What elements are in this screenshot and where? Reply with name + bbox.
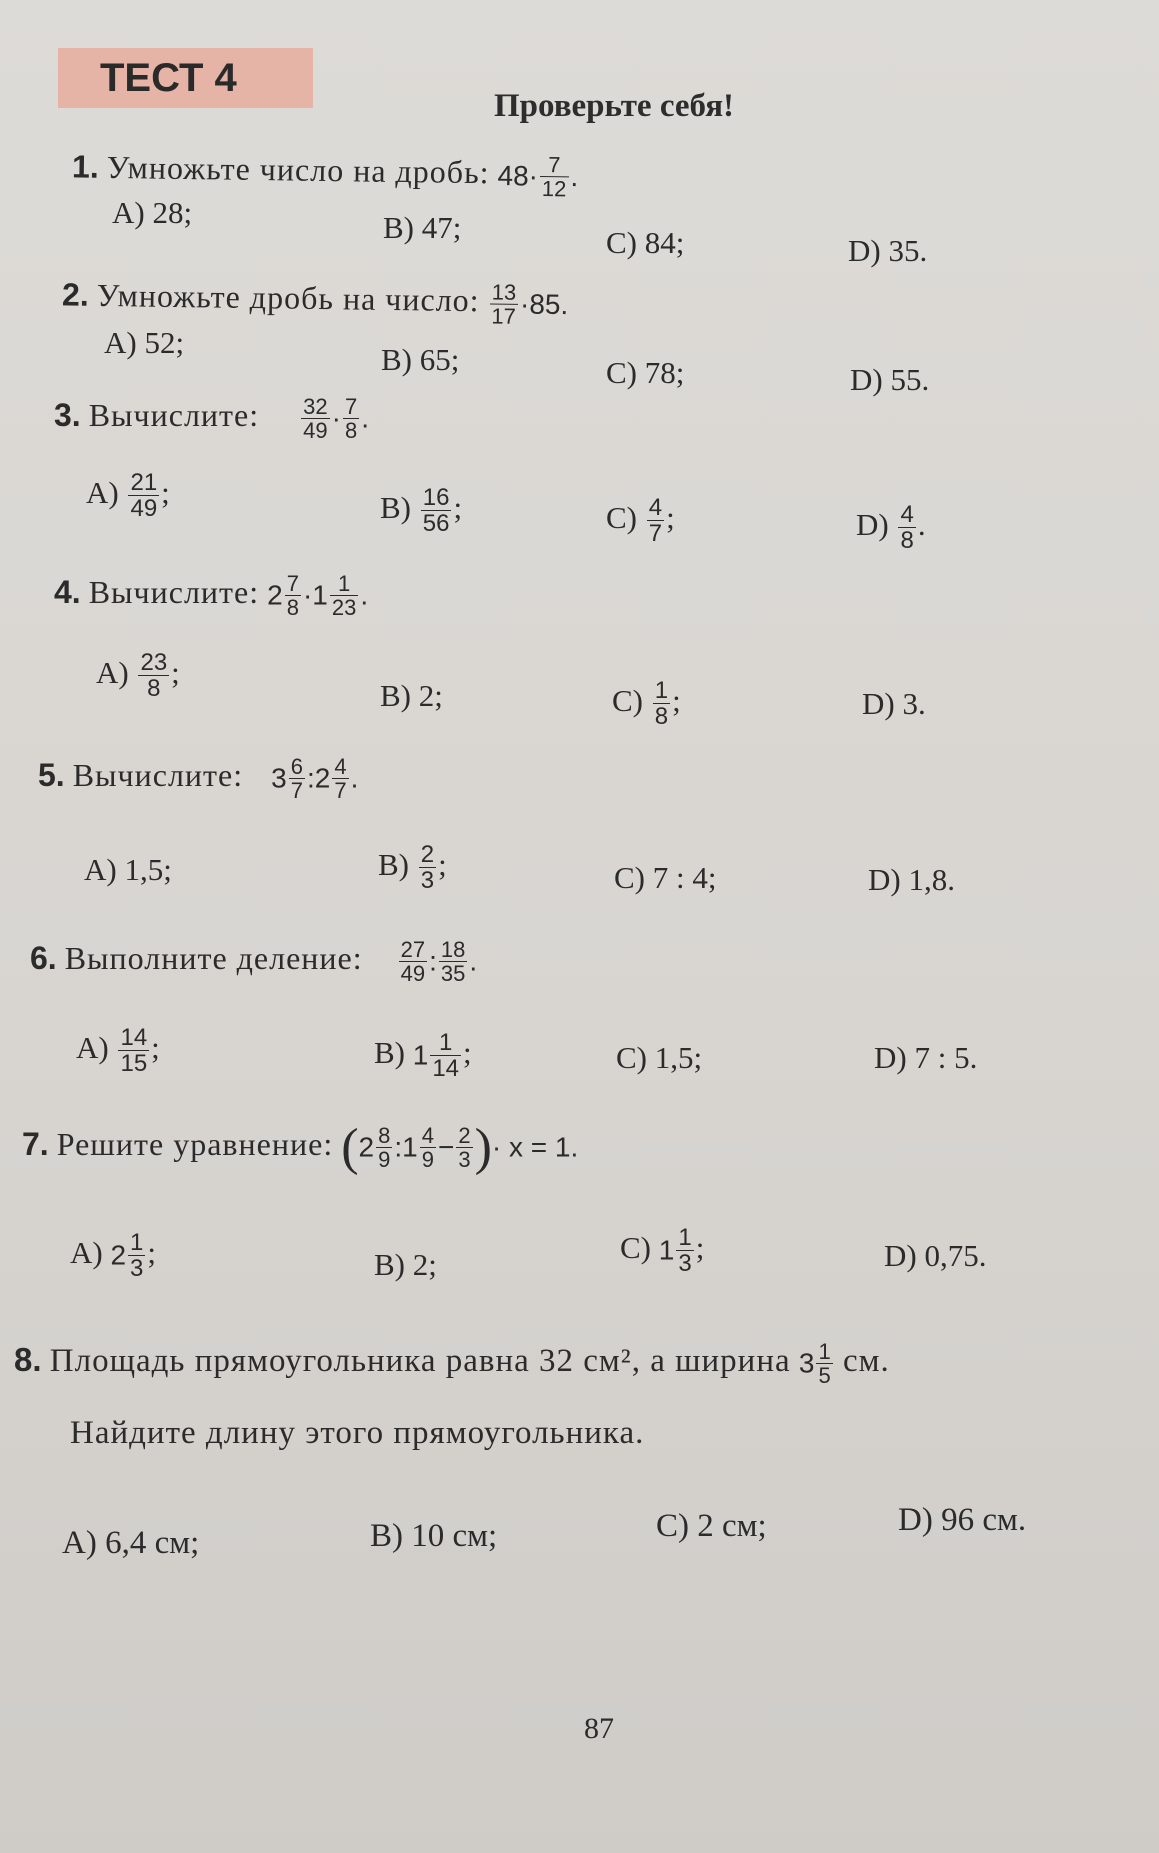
question-text: Вычислите:: [88, 396, 260, 433]
math-operator: ·: [302, 579, 313, 611]
option-1a: A) 28;: [112, 195, 193, 230]
fraction: $\frac{13}{17}$: [491, 279, 517, 329]
math-end: .: [560, 289, 569, 321]
fraction: $\frac{4}{9}$: [421, 1122, 434, 1172]
mixed-whole: 2: [314, 762, 331, 794]
math-operator: :: [429, 945, 437, 977]
option-3c: C) $\frac{4}{7}$ ;: [606, 494, 675, 548]
math-end: .: [570, 161, 579, 193]
fraction: $\frac{1}{5}$: [818, 1339, 831, 1389]
option-4b: B) 2;: [380, 678, 443, 713]
question-2: [62, 274, 569, 328]
option-2a: A) 52;: [104, 325, 185, 360]
fraction: $\frac{32}{49}$: [303, 394, 328, 444]
option-2b: B) 65;: [381, 342, 460, 377]
math-operator: ·: [519, 288, 530, 320]
question-number: 6.: [30, 939, 57, 976]
math-operator: :: [306, 762, 315, 794]
question-3: [54, 395, 369, 442]
question-6: [30, 938, 477, 985]
fraction: $\frac{6}{7}$: [290, 754, 303, 804]
question-number: 2.: [61, 276, 90, 313]
question-5: [38, 755, 358, 802]
right-paren: ): [474, 1119, 492, 1176]
option-1b: B) 47;: [383, 210, 462, 245]
option-7c: C) 1 $\frac{1}{3}$ ;: [620, 1224, 705, 1278]
option-5c: C) 7 : 4;: [614, 860, 717, 895]
math-operator: ·: [331, 402, 341, 434]
option-3b: B) $\frac{16}{56}$ ;: [380, 484, 463, 538]
mixed-whole: 1: [312, 579, 328, 611]
question-number: 1.: [71, 148, 100, 185]
option-1d: D) 35.: [848, 233, 928, 268]
option-3a: A) $\frac{21}{49}$ ;: [86, 469, 170, 523]
mixed-whole: 1: [402, 1131, 418, 1163]
option-1c: C) 84;: [606, 225, 685, 260]
question-number: 4.: [54, 573, 81, 610]
option-5d: D) 1,8.: [868, 862, 955, 897]
math-operator: ·: [528, 160, 539, 192]
option-6d: D) 7 : 5.: [874, 1040, 978, 1075]
page-subtitle: Проверьте себя!: [494, 88, 735, 124]
option-6b: B) 1 $\frac{1}{14}$ ;: [374, 1029, 472, 1083]
math-operator: −: [437, 1131, 455, 1163]
fraction: $\frac{1}{23}$: [331, 571, 357, 621]
fraction: $\frac{7}{8}$: [344, 394, 358, 444]
option-2c: C) 78;: [606, 355, 685, 390]
math-end: .: [361, 402, 369, 434]
mixed-whole: 3: [798, 1347, 815, 1379]
option-4a: A) $\frac{23}{8}$ ;: [96, 649, 180, 703]
mixed-whole: 2: [358, 1131, 375, 1163]
question-8-line2: [70, 1415, 644, 1452]
fraction: $\frac{18}{35}$: [440, 937, 466, 987]
option-8b: B) 10 см;: [370, 1518, 498, 1554]
option-8d: D) 96 см.: [898, 1502, 1027, 1538]
question-number: 7.: [22, 1125, 49, 1162]
question-number: 8.: [14, 1341, 42, 1379]
option-6a: A) $\frac{14}{15}$ ;: [76, 1024, 160, 1078]
math-number: 85: [529, 288, 561, 321]
question-4: [54, 572, 368, 619]
unit: см.: [842, 1343, 890, 1380]
option-7b: B) 2;: [374, 1247, 437, 1282]
question-text: Выполните деление:: [64, 939, 363, 976]
option-6c: C) 1,5;: [616, 1040, 703, 1075]
question-text: Вычислите:: [88, 573, 260, 610]
math-operator: :: [394, 1131, 403, 1163]
option-8c: C) 2 см;: [656, 1508, 767, 1544]
left-paren: (: [341, 1119, 359, 1176]
mixed-whole: 2: [267, 579, 283, 611]
option-4d: D) 3.: [862, 686, 926, 721]
option-7d: D) 0,75.: [884, 1238, 987, 1273]
option-5b: B) $\frac{2}{3}$ ;: [378, 841, 447, 895]
mixed-whole: 3: [271, 762, 287, 794]
question-text: Умножьте число на дробь:: [106, 148, 490, 191]
test-banner: [58, 48, 313, 108]
question-text-line1: Площадь прямоугольника равна 32 см², а ширина: [49, 1343, 791, 1380]
option-2d: D) 55.: [850, 362, 930, 397]
fraction: $\frac{7}{12}$: [540, 153, 569, 201]
math-number: 48: [497, 160, 529, 192]
math-end: .: [469, 945, 478, 977]
math-end: .: [360, 579, 369, 611]
fraction: $\frac{2}{3}$: [458, 1122, 471, 1172]
fraction: $\frac{27}{49}$: [400, 937, 426, 987]
question-text-line2: Найдите длину этого прямоугольника.: [70, 1415, 645, 1451]
question-number: 5.: [38, 756, 65, 793]
option-7a: A) 2 $\frac{1}{3}$ ;: [70, 1229, 157, 1283]
fraction: $\frac{7}{8}$: [286, 571, 299, 621]
question-8: [14, 1340, 890, 1387]
option-5a: A) 1,5;: [84, 852, 172, 887]
option-3d: D) $\frac{4}{8}$ .: [856, 501, 926, 555]
option-8a: A) 6,4 см;: [62, 1525, 200, 1561]
test-label: ТЕСТ 4: [100, 56, 237, 100]
question-number: 3.: [54, 396, 81, 433]
question-text: Вычислите:: [72, 756, 244, 793]
question-1: [72, 146, 579, 200]
fraction: $\frac{4}{7}$: [334, 754, 347, 804]
math-end: .: [350, 762, 359, 794]
math-tail: · x = 1.: [491, 1131, 579, 1163]
question-text: Решите уравнение:: [56, 1125, 334, 1162]
option-4c: C) $\frac{1}{8}$ ;: [612, 677, 681, 731]
fraction: $\frac{8}{9}$: [378, 1122, 391, 1172]
question-text: Умножьте дробь на число:: [96, 276, 480, 319]
page-number: 87: [584, 1712, 614, 1745]
question-7: [22, 1118, 578, 1177]
